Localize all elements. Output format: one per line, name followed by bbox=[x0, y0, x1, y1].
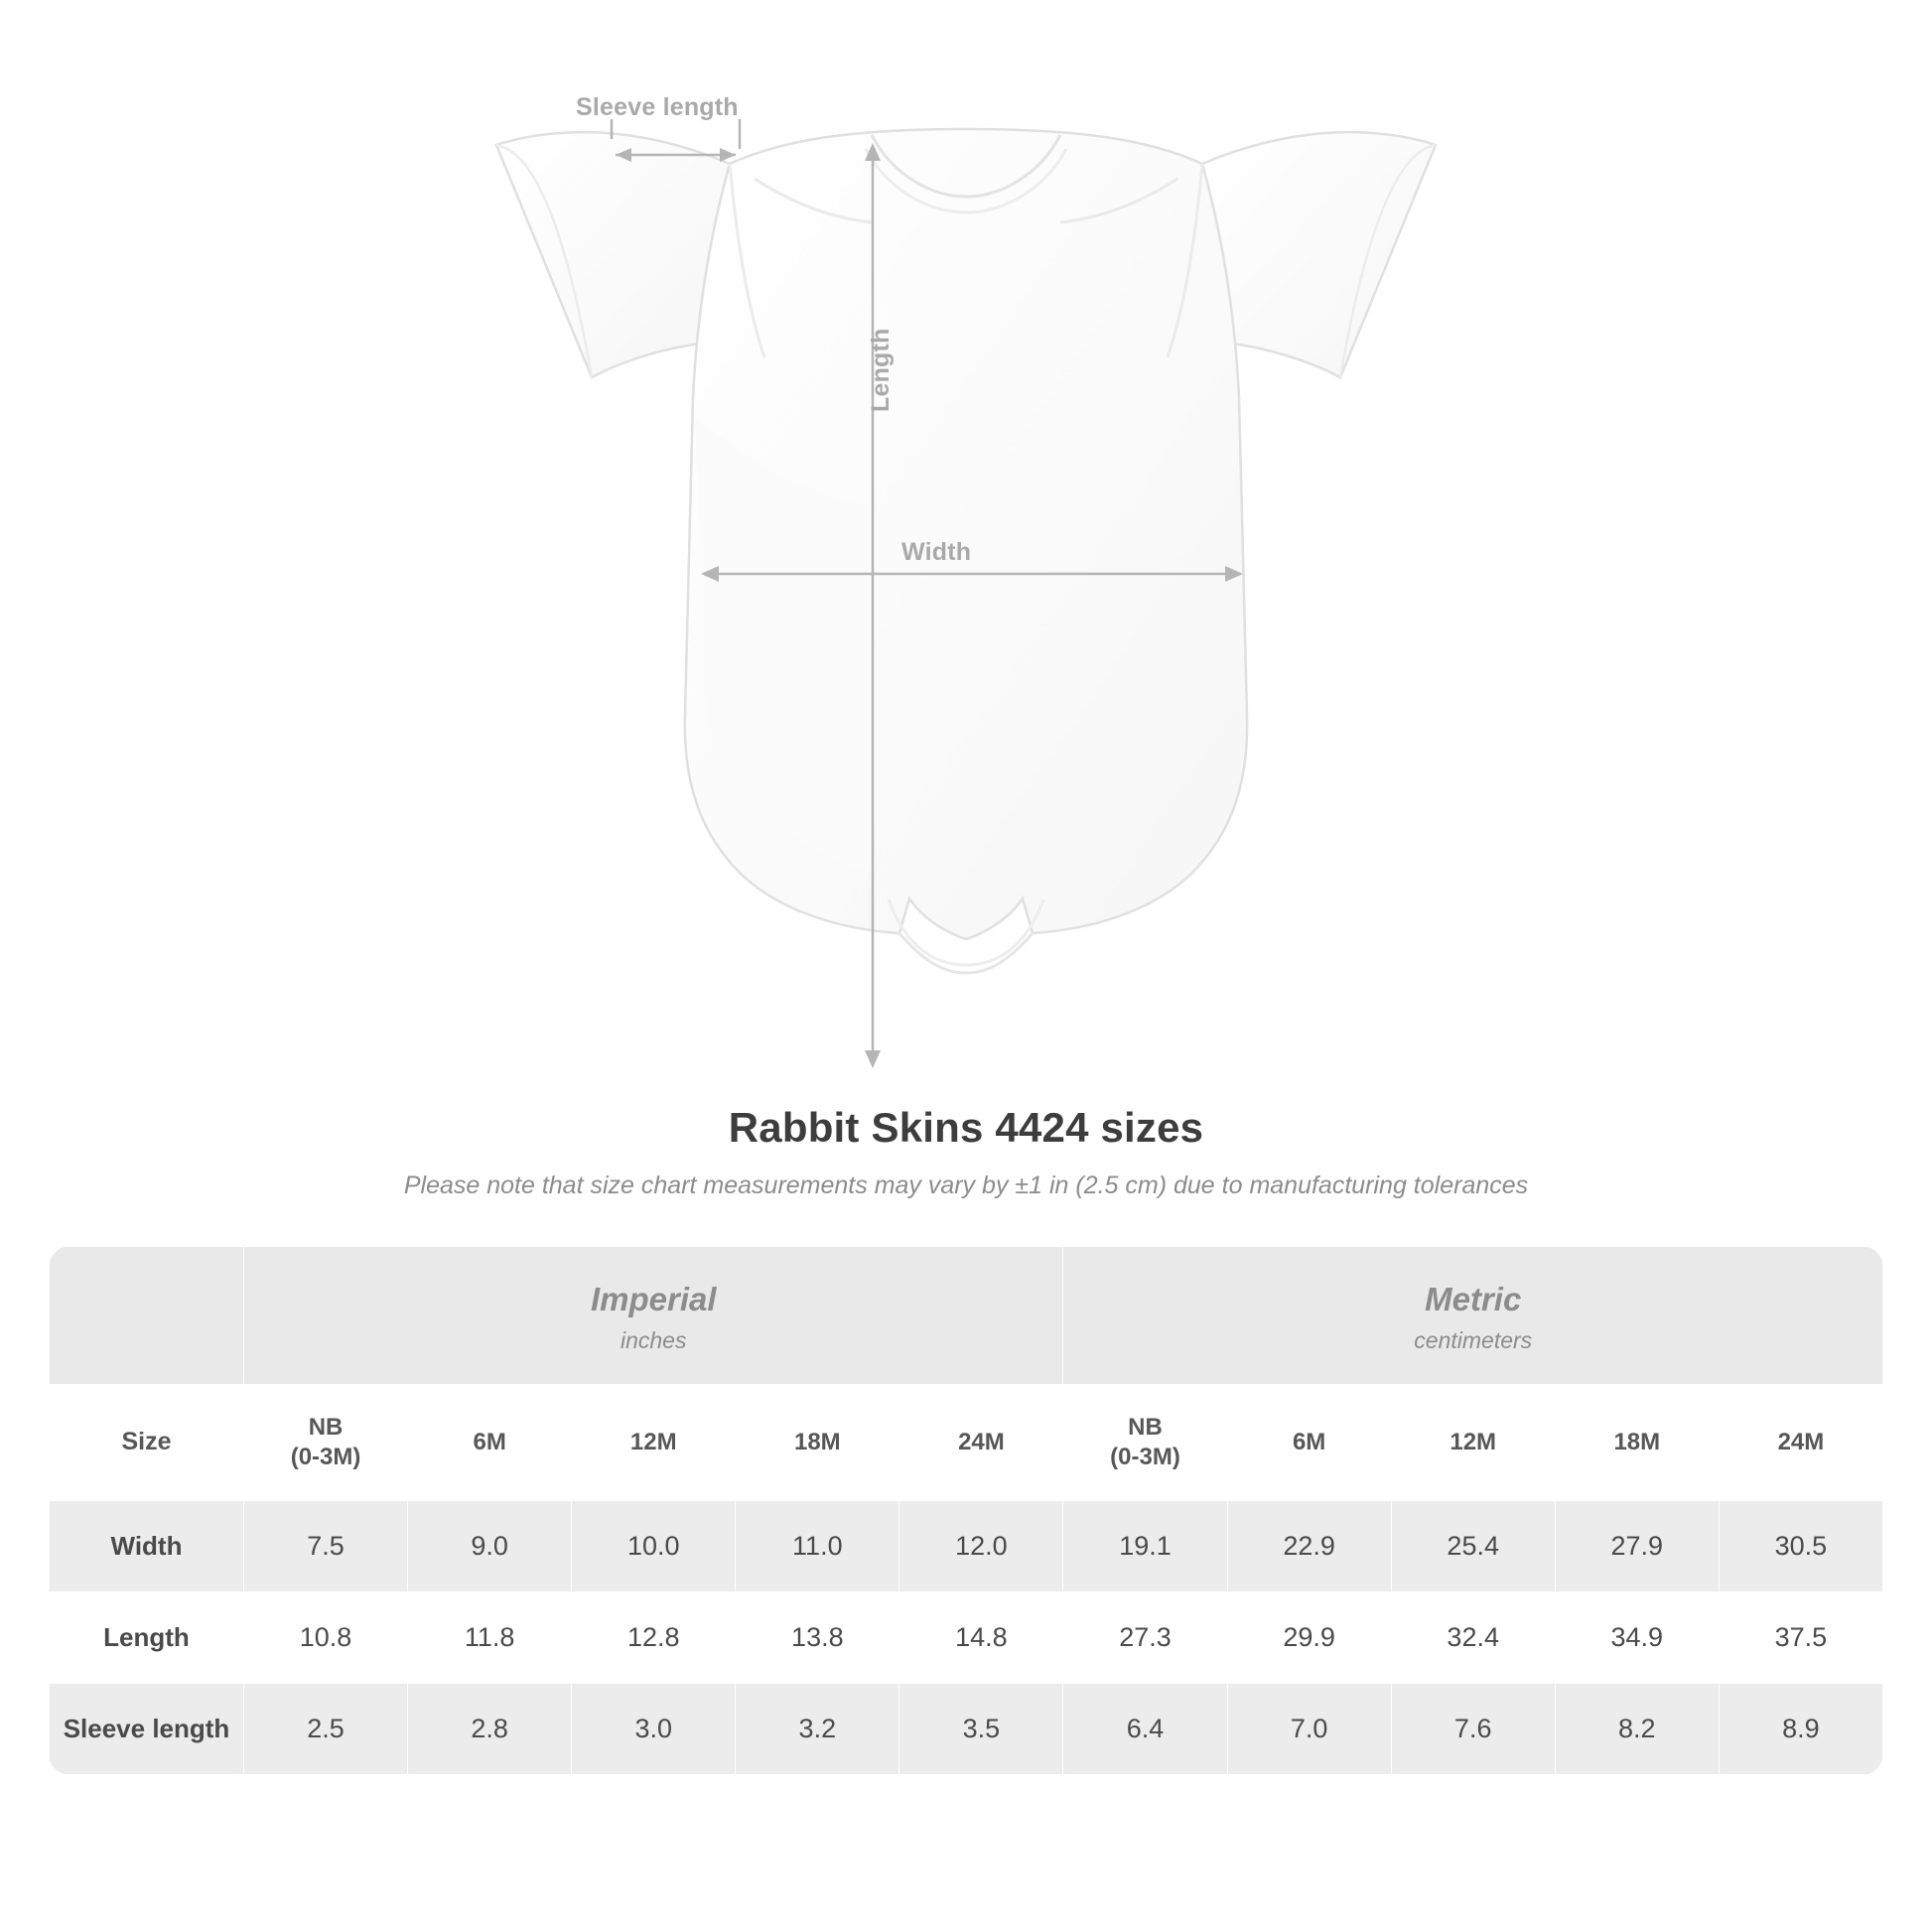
column-header-cell-8 bbox=[1555, 1385, 1719, 1501]
cell-sleeve-4: 3.5 bbox=[899, 1684, 1063, 1775]
cell-width-2: 10.0 bbox=[572, 1501, 736, 1592]
column-header-cell-6 bbox=[1227, 1385, 1391, 1501]
length-label: Length bbox=[867, 328, 895, 412]
column-header-line1: NB bbox=[1128, 1414, 1163, 1441]
cell-width-5: 19.1 bbox=[1063, 1501, 1227, 1592]
column-header-cell-3 bbox=[736, 1385, 899, 1501]
cell-width-9: 30.5 bbox=[1719, 1501, 1882, 1592]
unit-metric-cell bbox=[1063, 1247, 1883, 1385]
table-row bbox=[50, 1592, 1883, 1684]
column-header-cell-7 bbox=[1391, 1385, 1555, 1501]
cell-width-6: 22.9 bbox=[1227, 1501, 1391, 1592]
cell-length-7: 32.4 bbox=[1391, 1592, 1555, 1684]
cell-length-8: 34.9 bbox=[1555, 1592, 1719, 1684]
sleeve-length-label: Sleeve length bbox=[576, 93, 739, 121]
column-header-cell-0 bbox=[244, 1385, 408, 1501]
cell-width-3: 11.0 bbox=[736, 1501, 899, 1592]
tolerance-note: Please note that size chart measurements may vary by ±1 in (2.5 cm) due to manufacturing tolerances bbox=[403, 1172, 1529, 1199]
column-header-cell-2 bbox=[572, 1385, 736, 1501]
row-label-sleeve-length: Sleeve length bbox=[50, 1684, 244, 1775]
size-table-container bbox=[49, 1246, 1883, 1775]
unit-imperial-sub: inches bbox=[620, 1327, 687, 1353]
column-header-line1: 6M bbox=[1292, 1429, 1326, 1455]
cell-sleeve-1: 2.8 bbox=[408, 1684, 572, 1775]
column-header-line1: 18M bbox=[1613, 1429, 1661, 1455]
cell-width-4: 12.0 bbox=[899, 1501, 1063, 1592]
column-header-line2: (0-3M) bbox=[1110, 1444, 1180, 1470]
cell-sleeve-7: 7.6 bbox=[1391, 1684, 1555, 1775]
cell-width-7: 25.4 bbox=[1391, 1501, 1555, 1592]
cell-width-1: 9.0 bbox=[408, 1501, 572, 1592]
cell-sleeve-5: 6.4 bbox=[1063, 1684, 1227, 1775]
unit-header-row bbox=[50, 1247, 1883, 1385]
column-header-line1: 24M bbox=[958, 1429, 1005, 1455]
column-header-line1: NB bbox=[308, 1414, 344, 1441]
cell-width-8: 27.9 bbox=[1555, 1501, 1719, 1592]
width-label: Width bbox=[901, 538, 972, 566]
column-header-line1: 24M bbox=[1777, 1429, 1825, 1455]
cell-sleeve-0: 2.5 bbox=[244, 1684, 408, 1775]
column-header-row bbox=[50, 1385, 1883, 1501]
cell-length-5: 27.3 bbox=[1063, 1592, 1227, 1684]
cell-length-0: 10.8 bbox=[244, 1592, 408, 1684]
cell-length-4: 14.8 bbox=[899, 1592, 1063, 1684]
unit-metric-name: Metric bbox=[1425, 1281, 1522, 1317]
cell-length-6: 29.9 bbox=[1227, 1592, 1391, 1684]
cell-sleeve-3: 3.2 bbox=[736, 1684, 899, 1775]
cell-length-9: 37.5 bbox=[1719, 1592, 1882, 1684]
column-header-cell-9 bbox=[1719, 1385, 1882, 1501]
unit-imperial-name: Imperial bbox=[590, 1281, 717, 1317]
corner-size-label: Size bbox=[50, 1385, 244, 1501]
title-block bbox=[0, 1104, 1932, 1200]
cell-sleeve-6: 7.0 bbox=[1227, 1684, 1391, 1775]
cell-length-2: 12.8 bbox=[572, 1592, 736, 1684]
cell-sleeve-2: 3.0 bbox=[572, 1684, 736, 1775]
column-header-cell-5 bbox=[1063, 1385, 1227, 1501]
unit-metric-sub: centimeters bbox=[1414, 1327, 1533, 1353]
table-row bbox=[50, 1501, 1883, 1592]
cell-sleeve-9: 8.9 bbox=[1719, 1684, 1882, 1775]
column-header-cell-1 bbox=[408, 1385, 572, 1501]
column-header-cell-4 bbox=[899, 1385, 1063, 1501]
table-row bbox=[50, 1684, 1883, 1775]
cell-length-3: 13.8 bbox=[736, 1592, 899, 1684]
cell-sleeve-8: 8.2 bbox=[1555, 1684, 1719, 1775]
column-header-line1: 12M bbox=[1449, 1429, 1497, 1455]
page-title: Rabbit Skins 4424 sizes bbox=[728, 1104, 1204, 1151]
row-label-length: Length bbox=[50, 1592, 244, 1684]
column-header-line1: 12M bbox=[629, 1429, 677, 1455]
size-table bbox=[49, 1246, 1883, 1775]
unit-imperial-cell bbox=[244, 1247, 1063, 1385]
cell-length-1: 11.8 bbox=[408, 1592, 572, 1684]
unit-corner-cell bbox=[50, 1247, 244, 1385]
column-header-line1: 18M bbox=[793, 1429, 841, 1455]
row-label-width: Width bbox=[50, 1501, 244, 1592]
column-header-line1: 6M bbox=[473, 1429, 506, 1455]
column-header-line2: (0-3M) bbox=[290, 1444, 361, 1470]
cell-width-0: 7.5 bbox=[244, 1501, 408, 1592]
